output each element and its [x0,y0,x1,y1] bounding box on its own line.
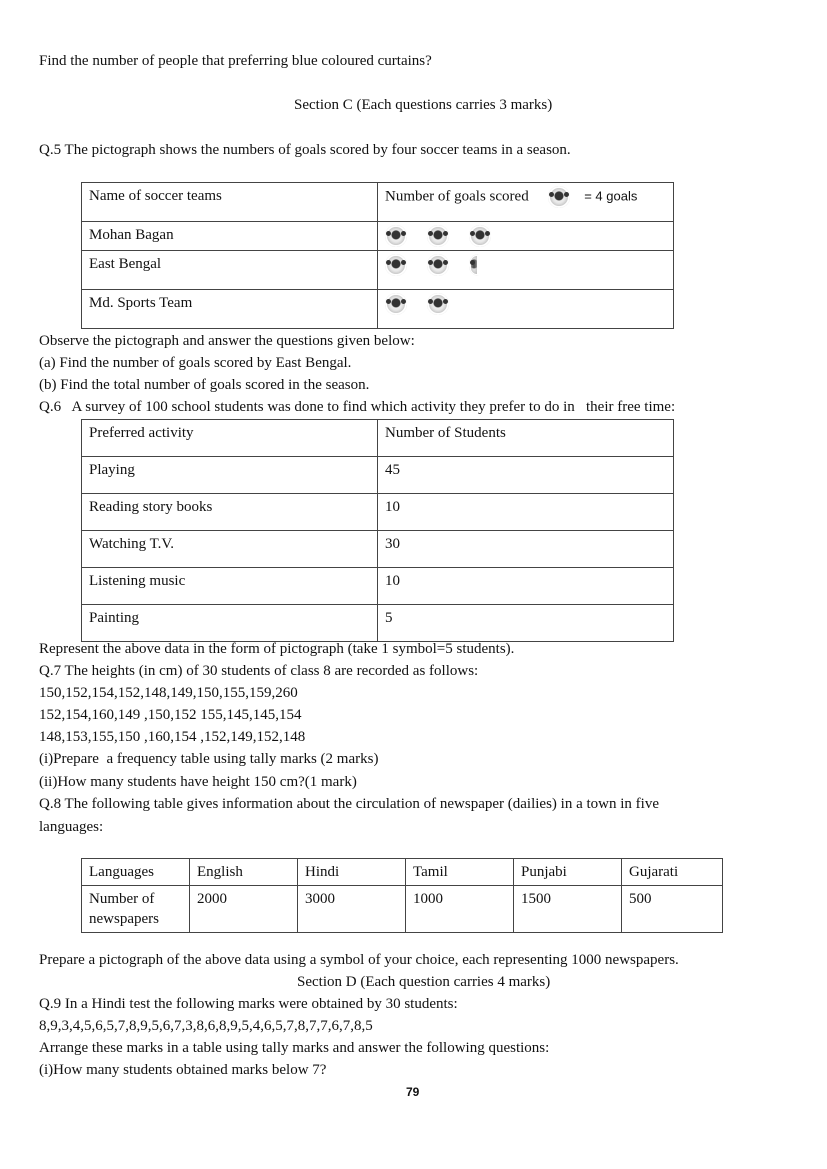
students-cell: 45 [378,457,674,494]
value-cell: 1500 [514,886,622,933]
goals-cell [378,251,674,290]
q7-part-i: (i)Prepare a frequency table using tally marks (2 marks) [39,751,379,767]
page-number: 79 [406,1085,420,1099]
soccer-ball-icon [385,254,407,276]
section-d-heading: Section D (Each question carries 4 marks) [297,974,551,990]
q7-data-line: 150,152,154,152,148,149,150,155,159,260 [39,685,298,701]
header-cell: Languages [82,859,190,886]
header-cell: Gujarati [622,859,723,886]
soccer-ball-icon [427,293,449,315]
header-cell: Punjabi [514,859,622,886]
q5-observe: Observe the pictograph and answer the questions given below: [39,333,415,349]
header-cell: Tamil [406,859,514,886]
team-name: Mohan Bagan [82,222,378,251]
header-cell: English [190,859,298,886]
q8-text: Q.8 The following table gives information about the circulation of newspaper (dailies) in a town in five [39,796,659,812]
soccer-ball-icon [469,225,491,247]
soccer-ball-icon [427,254,449,276]
value-cell: 1000 [406,886,514,933]
activity-cell: Watching T.V. [82,531,378,568]
q8-newspaper-table [81,858,723,933]
q6-instruction: Represent the above data in the form of pictograph (take 1 symbol=5 students). [39,641,515,657]
q7-data-line: 148,153,155,150 ,160,154 ,152,149,152,148 [39,729,306,745]
q6-text: Q.6 A survey of 100 school students was done to find which activity they prefer to do in their free time: [39,399,676,415]
q7-text: Q.7 The heights (in cm) of 30 students of class 8 are recorded as follows: [39,663,479,679]
q9-data: 8,9,3,4,5,6,5,7,8,9,5,6,7,3,8,6,8,9,5,4,6,5,7,8,7,7,6,7,8,5 [39,1018,373,1034]
goals-cell [378,290,674,329]
team-name: East Bengal [82,251,378,290]
soccer-ball-icon [385,293,407,315]
value-cell: 3000 [298,886,406,933]
half-soccer-ball-icon [469,254,479,276]
header-students: Number of Students [378,420,674,457]
q7-part-ii: (ii)How many students have height 150 cm?(1 mark) [39,774,357,790]
q5-pictograph-table [81,182,674,329]
q7-data-line: 152,154,160,149 ,150,152 155,145,145,154 [39,707,302,723]
activity-cell: Listening music [82,568,378,605]
q6-activity-table [81,419,674,642]
team-name: Md. Sports Team [82,290,378,329]
row-label: Number of newspapers [82,886,190,933]
activity-cell: Reading story books [82,494,378,531]
q5-text: Q.5 The pictograph shows the numbers of goals scored by four soccer teams in a season. [39,142,571,158]
header-cell: Hindi [298,859,406,886]
intro-question: Find the number of people that preferring blue coloured curtains? [39,53,432,69]
value-cell: 500 [622,886,723,933]
goals-cell [378,222,674,251]
value-cell: 2000 [190,886,298,933]
students-cell: 30 [378,531,674,568]
section-c-heading: Section C (Each questions carries 3 marks) [294,97,553,113]
q8-instruction: Prepare a pictograph of the above data using a symbol of your choice, each representing 1000 newspapers. [39,952,679,968]
q5-part-b: (b) Find the total number of goals scored in the season. [39,377,370,393]
students-cell: 5 [378,605,674,642]
header-goals: Number of goals scored = 4 goals [378,183,674,222]
q9-instruction: Arrange these marks in a table using tally marks and answer the following questions: [39,1040,550,1056]
soccer-ball-icon [548,186,570,208]
header-activity: Preferred activity [82,420,378,457]
q5-part-a: (a) Find the number of goals scored by East Bengal. [39,355,352,371]
header-team: Name of soccer teams [82,183,378,222]
key-label: = 4 goals [584,188,638,204]
students-cell: 10 [378,568,674,605]
activity-cell: Painting [82,605,378,642]
activity-cell: Playing [82,457,378,494]
q8-text-cont: languages: [39,819,104,835]
soccer-ball-icon [385,225,407,247]
students-cell: 10 [378,494,674,531]
q9-part-i: (i)How many students obtained marks below 7? [39,1062,327,1078]
q9-text: Q.9 In a Hindi test the following marks were obtained by 30 students: [39,996,458,1012]
soccer-ball-icon [427,225,449,247]
